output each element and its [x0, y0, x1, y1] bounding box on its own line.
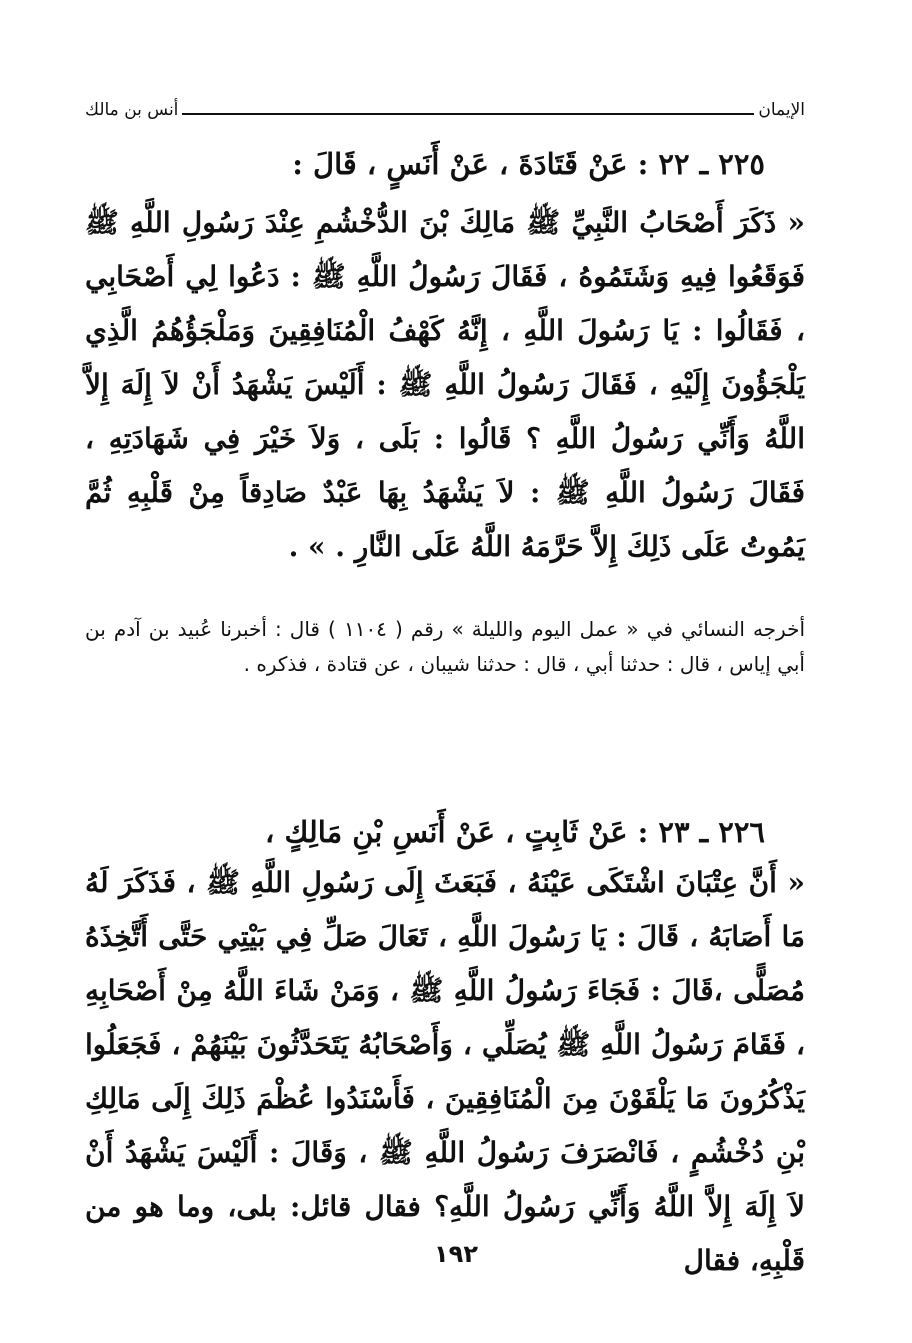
running-head-rule: [182, 113, 754, 115]
hadith-226-heading: ٢٢٦ ـ ٢٣ : عَنْ ثَابِتٍ ، عَنْ أَنَسِ بْنِ مَالِكٍ ،: [265, 815, 765, 849]
hadith-226-text: « أَنَّ عِتْبَانَ اشْتَكَى عَيْنَهُ ، فَبَعَثَ إِلَى رَسُولِ اللَّهِ ﷺ ، فَذَكَرَ لَهُ مَا أَصَابَهُ ، قَالَ : يَا رَسُولَ اللَّهِ ، تَعَالَ صَلِّ فِي بَيْتِي حَتَّى أَتَّخِذَهُ مُصَلًّى ،قَالَ : فَجَاءَ رَسُولُ اللَّهِ ﷺ ، وَمَنْ شَاءَ اللَّهُ مِنْ أَصْحَابِهِ ، فَقَامَ رَسُولُ اللَّهِ ﷺ يُصَلِّي ، وَأَصْحَابُهُ يَتَحَدَّثُونَ بَيْنَهُمْ ، فَجَعَلُوا يَذْكُرُونَ مَا يَلْقَوْنَ مِنَ الْمُنَافِقِينَ ، فَأَسْنَدُوا عُظْمَ ذَلِكَ إِلَى مَالِكِ بْنِ دُخْشُمٍ ، فَانْصَرَفَ رَسُولُ اللَّهِ ﷺ ، وَقَالَ : أَلَيْسَ يَشْهَدُ أَنْ لاَ إِلَهَ إِلاَّ اللَّهُ وَأَنِّي رَسُولُ اللَّهِ؟ فقال قائل: بلى، وما هو من قَلْبِهِ، فقال: [85, 866, 805, 1277]
hadith-225-heading: ٢٢٥ ـ ٢٢ : عَنْ قَتَادَةَ ، عَنْ أَنَسٍ ، قَالَ :: [292, 147, 765, 181]
running-head: [85, 96, 805, 120]
running-head-chapter: الإيمان: [758, 100, 805, 120]
hadith-226: [85, 808, 805, 1288]
running-head-section: أنس بن مالك: [85, 100, 179, 120]
page-number: ١٩٢: [434, 1240, 478, 1268]
hadith-225-text: « ذَكَرَ أَصْحَابُ النَّبِيِّ ﷺ مَالِكَ بْنَ الدُّخْشُمِ عِنْدَ رَسُولِ اللَّهِ ﷺ فَوَقَعُوا فِيهِ وَشَتَمُوهُ ، فَقَالَ رَسُولُ اللَّهِ ﷺ : دَعُوا لِي أَصْحَابِي ، فَقَالُوا : يَا رَسُولَ اللَّهِ ، إِنَّهُ كَهْفُ الْمُنَافِقِينَ وَمَلْجَؤُهُمُ الَّذِي يَلْجَؤُونَ إِلَيْهِ ، فَقَالَ رَسُولُ اللَّهِ ﷺ : أَلَيْسَ يَشْهَدُ أَنْ لاَ إِلَهَ إِلاَّ اللَّهُ وَأَنِّي رَسُولُ اللَّهِ ؟ قَالُوا : بَلَى ، وَلاَ خَيْرَ فِي شَهَادَتِهِ ، فَقَالَ رَسُولُ اللَّهِ ﷺ : لاَ يَشْهَدُ بِهَا عَبْدٌ صَادِقاً مِنْ قَلْبِهِ ثُمَّ يَمُوتُ عَلَى ذَلِكَ إِلاَّ حَرَّمَهُ اللَّهُ عَلَى النَّارِ . » .: [85, 206, 805, 563]
hadith-225: [85, 140, 805, 574]
takhrij-footnote: أخرجه النسائي في « عمل اليوم والليلة » رقم ( ١١٠٤ ) قال : أخبرنا عُبيد بن آدم بن أبي إياس ، قال : حدثنا أبي ، قال : حدثنا شيبان ، عن قتادة ، فذكره .: [85, 617, 806, 676]
